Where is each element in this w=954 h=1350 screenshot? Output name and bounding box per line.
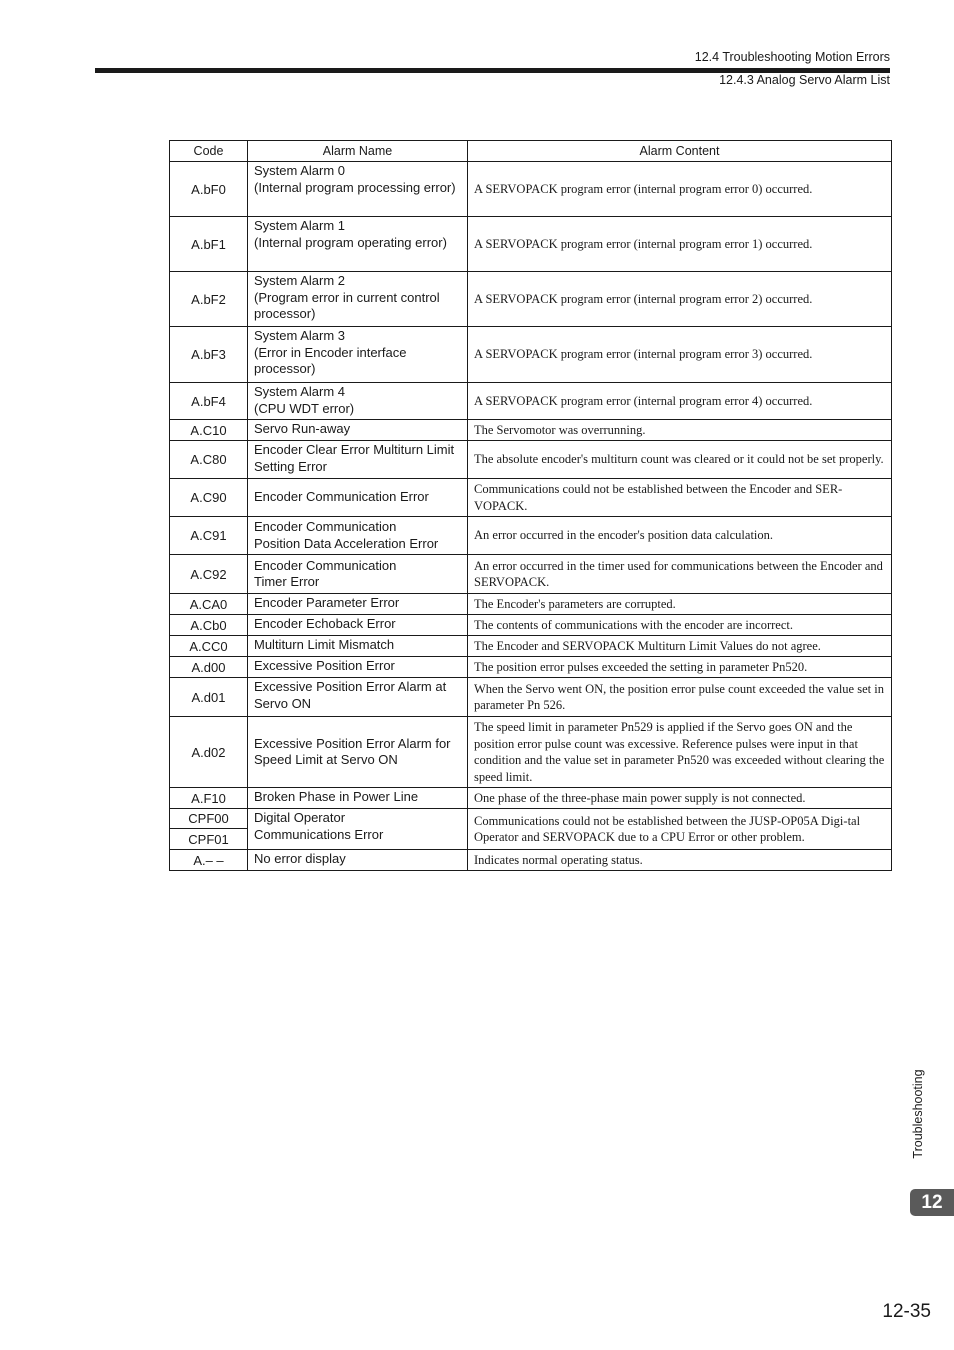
alarm-content: The Encoder and SERVOPACK Multiturn Limit Values do not agree. [468, 636, 892, 657]
alarm-name: Encoder Echoback Error [248, 615, 468, 636]
alarm-code: A.C10 [170, 420, 248, 441]
alarm-name: Excessive Position Error Alarm at Servo ON [248, 678, 468, 717]
alarm-code: A.C91 [170, 517, 248, 555]
alarm-code: A.d00 [170, 657, 248, 678]
alarm-name: Encoder Communication Position Data Acceleration Error [248, 517, 468, 555]
alarm-code: A.F10 [170, 788, 248, 809]
header-subsection-title: 12.4.3 Analog Servo Alarm List [719, 73, 890, 87]
alarm-name: System Alarm 3 (Error in Encoder interface processor) [248, 327, 468, 383]
table-row [170, 657, 892, 678]
alarm-content: Indicates normal operating status. [468, 850, 892, 871]
header-section-title: 12.4 Troubleshooting Motion Errors [694, 50, 890, 64]
alarm-code: A.CA0 [170, 594, 248, 615]
alarm-name: System Alarm 2 (Program error in current control processor) [248, 272, 468, 327]
alarm-name: Excessive Position Error Alarm for Speed Limit at Servo ON [248, 717, 468, 788]
alarm-content: A SERVOPACK program error (internal program error 3) occurred. [468, 327, 892, 383]
alarm-name: System Alarm 4 (CPU WDT error) [248, 383, 468, 420]
table-row [170, 717, 892, 788]
header-alarm-name: Alarm Name [248, 141, 468, 162]
alarm-content: A SERVOPACK program error (internal program error 4) occurred. [468, 383, 892, 420]
alarm-code: A.d02 [170, 717, 248, 788]
alarm-code: A.CC0 [170, 636, 248, 657]
page-number: 12-35 [882, 1301, 931, 1322]
alarm-content: A SERVOPACK program error (internal program error 0) occurred. [468, 162, 892, 217]
table-row [170, 517, 892, 555]
alarm-content: An error occurred in the encoder's position data calculation. [468, 517, 892, 555]
alarm-content: The Encoder's parameters are corrupted. [468, 594, 892, 615]
table-row [170, 788, 892, 809]
table-row [170, 615, 892, 636]
alarm-code: A.– – [170, 850, 248, 871]
alarm-content: A SERVOPACK program error (internal program error 1) occurred. [468, 217, 892, 272]
alarm-code: A.C92 [170, 555, 248, 594]
header-code: Code [170, 141, 248, 162]
alarm-content: When the Servo went ON, the position error pulse count exceeded the value set in parameter Pn 526. [468, 678, 892, 717]
table-row [170, 420, 892, 441]
alarm-name: System Alarm 1 (Internal program operating error) [248, 217, 468, 272]
alarm-code: A.C80 [170, 441, 248, 479]
table-row [170, 555, 892, 594]
alarm-name: Servo Run-away [248, 420, 468, 441]
table-row [170, 850, 892, 871]
table-header-row [170, 141, 892, 162]
alarm-content: An error occurred in the timer used for communications between the Encoder and SERVOPACK. [468, 555, 892, 594]
alarm-code: A.bF1 [170, 217, 248, 272]
alarm-content: One phase of the three-phase main power supply is not connected. [468, 788, 892, 809]
table-row [170, 594, 892, 615]
table-row [170, 162, 892, 217]
alarm-name: No error display [248, 850, 468, 871]
alarm-content: A SERVOPACK program error (internal program error 2) occurred. [468, 272, 892, 327]
alarm-content: The contents of communications with the encoder are incorrect. [468, 615, 892, 636]
alarm-name: Encoder Clear Error Multiturn Limit Setting Error [248, 441, 468, 479]
table-row [170, 479, 892, 517]
alarm-name: Digital Operator Communications Error [248, 809, 468, 850]
table-row [170, 441, 892, 479]
table-row [170, 678, 892, 717]
alarm-code: A.bF3 [170, 327, 248, 383]
side-chapter-label: Troubleshooting [911, 1069, 925, 1159]
alarm-code: A.d01 [170, 678, 248, 717]
alarm-table [169, 140, 892, 871]
alarm-content: The position error pulses exceeded the setting in parameter Pn520. [468, 657, 892, 678]
table-row [170, 383, 892, 420]
alarm-name: Encoder Parameter Error [248, 594, 468, 615]
table-row [170, 217, 892, 272]
alarm-name: Broken Phase in Power Line [248, 788, 468, 809]
alarm-content: The speed limit in parameter Pn529 is applied if the Servo goes ON and the position error pulse count was excessive. Reference pulses were input in that condition and the value set in parameter Pn520 was exceeded without clearing the speed limit. [468, 717, 892, 788]
chapter-tab: 12 [910, 1189, 954, 1216]
alarm-content: Communications could not be established between the Encoder and SER-VOPACK. [468, 479, 892, 517]
table-row [170, 272, 892, 327]
alarm-code: CPF01 [170, 829, 248, 850]
table-row [170, 636, 892, 657]
alarm-name: System Alarm 0 (Internal program processing error) [248, 162, 468, 217]
alarm-content: The absolute encoder's multiturn count was cleared or it could not be set properly. [468, 441, 892, 479]
alarm-code: A.bF4 [170, 383, 248, 420]
header-alarm-content: Alarm Content [468, 141, 892, 162]
table-row-cpf [170, 809, 892, 829]
alarm-content: The Servomotor was overrunning. [468, 420, 892, 441]
alarm-code: A.bF0 [170, 162, 248, 217]
table-row [170, 327, 892, 383]
alarm-code: A.Cb0 [170, 615, 248, 636]
alarm-content: Communications could not be established between the JUSP-OP05A Digi-tal Operator and SERVOPACK due to a CPU Error or other problem. [468, 809, 892, 850]
alarm-name: Multiturn Limit Mismatch [248, 636, 468, 657]
alarm-code: A.bF2 [170, 272, 248, 327]
alarm-code: CPF00 [170, 809, 248, 829]
alarm-name: Excessive Position Error [248, 657, 468, 678]
alarm-code: A.C90 [170, 479, 248, 517]
alarm-name: Encoder Communication Error [248, 479, 468, 517]
alarm-name: Encoder Communication Timer Error [248, 555, 468, 594]
